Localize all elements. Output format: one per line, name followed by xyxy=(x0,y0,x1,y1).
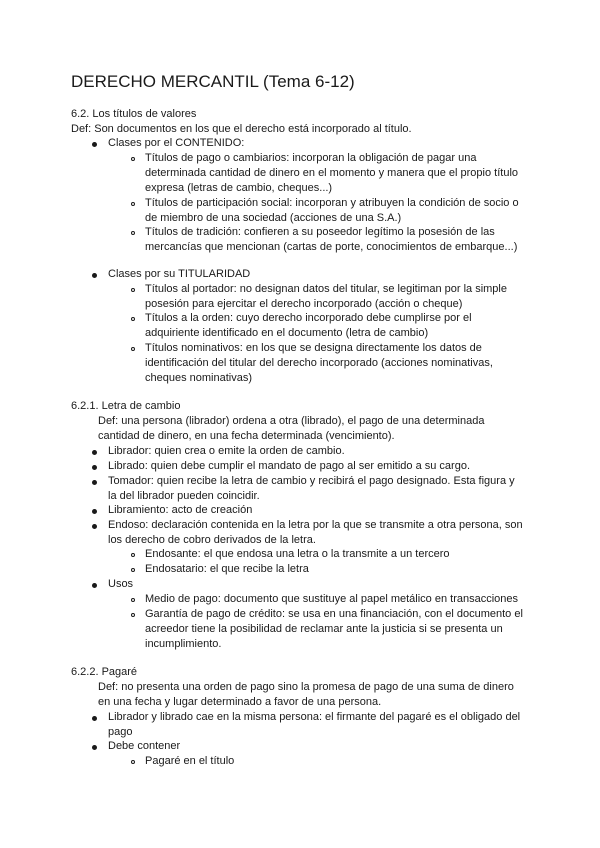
list-item-line: Endoso: declaración contenida en la letra por la que se transmite a otra persona, son xyxy=(108,519,523,531)
list-item-line: pago xyxy=(108,726,133,738)
bullet-icon xyxy=(92,745,97,750)
list-item-line: de miembro de una sociedad (acciones de una S.A.) xyxy=(145,212,402,224)
list-item-line: Librado: quien debe cumplir el mandato de pago al ser emitido a su cargo. xyxy=(108,460,471,472)
list-item-line: cheques nominativas) xyxy=(145,372,253,384)
list-item-line: Medio de pago: documento que sustituye al papel metálico en transacciones xyxy=(145,593,519,605)
hollow-bullet-icon xyxy=(131,598,135,602)
list-item-line: acreedor tiene la posibilidad de reclamar ante la justicia si se presenta un xyxy=(145,623,503,635)
bullet-icon xyxy=(92,450,97,455)
list-item-line: Debe contener xyxy=(108,740,181,752)
section-heading-6-2-1: 6.2.1. Letra de cambio xyxy=(71,400,181,412)
list-item-line: Títulos de tradición: confieren a su poseedor legítimo la posesión de las xyxy=(145,226,495,238)
hollow-bullet-icon xyxy=(131,231,135,235)
list-item-line: mercancías que mencionan (cartas de porte, conocimientos de embarque...) xyxy=(145,241,518,253)
bullet-icon xyxy=(92,583,97,588)
list-item-line: los derecho de cobro derivados de la letra. xyxy=(108,534,316,546)
list-item-line: determinada cantidad de dinero en el momento y manera que el propio título xyxy=(145,167,519,179)
hollow-bullet-icon xyxy=(131,202,135,206)
list-item-line: la del librador pueden coincidir. xyxy=(108,490,260,502)
bullet-icon xyxy=(92,509,97,514)
hollow-bullet-icon xyxy=(131,553,135,557)
list-item-line: Librador y librado cae en la misma persona: el firmante del pagaré es el obligado del xyxy=(108,711,521,723)
hollow-bullet-icon xyxy=(131,760,135,764)
bullet-icon xyxy=(92,480,97,485)
bullet-icon xyxy=(92,465,97,470)
list-item-line: posesión para ejercitar el derecho incorporado (acción o cheque) xyxy=(145,298,463,310)
section-definition: en una fecha y lugar determinado a favor de una persona. xyxy=(98,696,382,708)
list-item-line: Títulos a la orden: cuyo derecho incorporado debe cumplirse por el xyxy=(145,312,472,324)
list-item-line: Endosatario: el que recibe la letra xyxy=(145,563,309,575)
list-item-line: Garantía de pago de crédito: se usa en una financiación, con el documento el xyxy=(145,608,523,620)
hollow-bullet-icon xyxy=(131,157,135,161)
list-item-line: incumplimiento. xyxy=(145,638,222,650)
list-item-line: identificación del titular del derecho incorporado (acciones nominativas, xyxy=(145,357,493,369)
section-definition: Def: una persona (librador) ordena a otra (librado), el pago de una determinada xyxy=(98,415,485,427)
section-definition: Def: no presenta una orden de pago sino la promesa de pago de una suma de dinero xyxy=(98,681,514,693)
section-heading-6-2: 6.2. Los títulos de valores xyxy=(71,108,197,120)
list-item-line: Títulos al portador: no designan datos del titular, se legitiman por la simple xyxy=(145,283,507,295)
list-item-line: Títulos de pago o cambiarios: incorporan la obligación de pagar una xyxy=(145,152,477,164)
hollow-bullet-icon xyxy=(131,288,135,292)
list-item-line: Tomador: quien recibe la letra de cambio y recibirá el pago designado. Esta figura y xyxy=(108,475,515,487)
list-item-line: expresa (letras de cambio, cheques...) xyxy=(145,182,333,194)
bullet-icon xyxy=(92,273,97,278)
section-definition: cantidad de dinero, en una fecha determinada (vencimiento). xyxy=(98,430,395,442)
document-title: DERECHO MERCANTIL (Tema 6-12) xyxy=(71,72,355,91)
hollow-bullet-icon xyxy=(131,347,135,351)
bullet-icon xyxy=(92,524,97,529)
list-label-usos: Usos xyxy=(108,578,134,590)
hollow-bullet-icon xyxy=(131,317,135,321)
section-definition: Def: Son documentos en los que el derecho está incorporado al título. xyxy=(71,123,412,135)
hollow-bullet-icon xyxy=(131,613,135,617)
list-item-line: Títulos de participación social: incorporan y atribuyen la condición de socio o xyxy=(145,197,519,209)
section-heading-6-2-2: 6.2.2. Pagaré xyxy=(71,666,138,678)
list-item-line: Libramiento: acto de creación xyxy=(108,504,253,516)
list-item-line: Librador: quien crea o emite la orden de cambio. xyxy=(108,445,345,457)
bullet-icon xyxy=(92,142,97,147)
list-item-line: adquiriente identificado en el documento (letra de cambio) xyxy=(145,327,429,339)
list-label-contenido: Clases por el CONTENIDO: xyxy=(108,137,245,149)
bullet-icon xyxy=(92,716,97,721)
hollow-bullet-icon xyxy=(131,568,135,572)
list-item-line: Pagaré en el título xyxy=(145,755,235,767)
list-item-line: Títulos nominativos: en los que se designa directamente los datos de xyxy=(145,342,482,354)
list-label-titularidad: Clases por su TITULARIDAD xyxy=(108,268,251,280)
list-item-line: Endosante: el que endosa una letra o la transmite a un tercero xyxy=(145,548,450,560)
